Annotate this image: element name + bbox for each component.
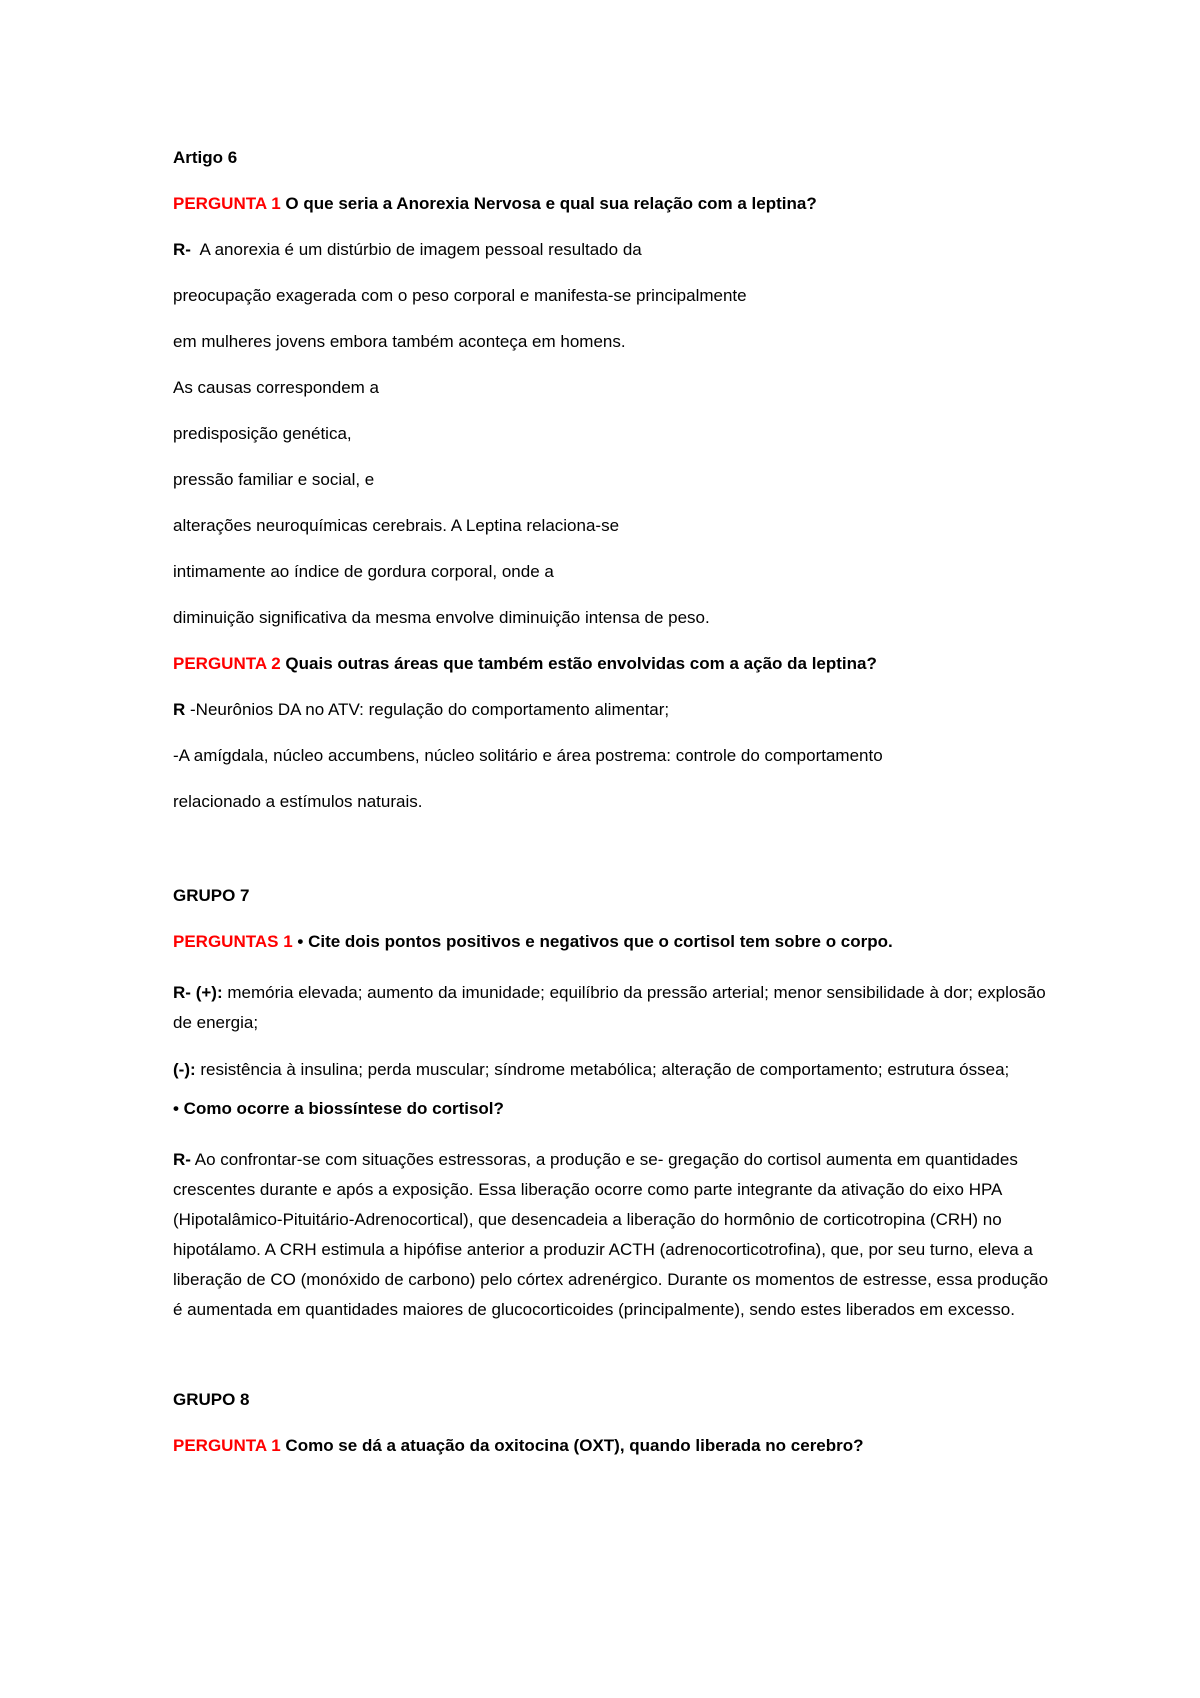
spacer — [173, 838, 1050, 886]
spacer — [173, 1342, 1050, 1390]
question-label: PERGUNTA 1 — [173, 1436, 281, 1455]
answer-positive — [173, 978, 1053, 1038]
question-label: PERGUNTAS 1 — [173, 932, 293, 951]
answer-text: A anorexia é um distúrbio de imagem pessoal resultado da — [199, 240, 642, 259]
answer-biossintese — [173, 1145, 1053, 1325]
question-2-artigo-6 — [173, 654, 1050, 674]
answer-line: diminuição significativa da mesma envolve diminuição intensa de peso. — [173, 608, 710, 627]
question-1-artigo-6 — [173, 194, 1050, 214]
question-label: PERGUNTA 2 — [173, 654, 281, 673]
question-text: Quais outras áreas que também estão envolvidas com a ação da leptina? — [285, 654, 877, 673]
answer-prefix: R- — [173, 983, 191, 1002]
answer-line: As causas correspondem a — [173, 378, 379, 397]
answer-line: -A amígdala, núcleo accumbens, núcleo solitário e área postrema: controle do comportamento — [173, 746, 883, 765]
question-text: • Cite dois pontos positivos e negativos que o cortisol tem sobre o corpo. — [297, 932, 893, 951]
section-title-grupo-7: GRUPO 7 — [173, 886, 250, 905]
negative-text: resistência à insulina; perda muscular; síndrome metabólica; alteração de comportamento; estrutura óssea; — [200, 1060, 1010, 1079]
answer-prefix: R- — [173, 240, 191, 259]
question-1-grupo-8 — [173, 1436, 1050, 1456]
answer-prefix: R- — [173, 1150, 191, 1169]
answer-line: relacionado a estímulos naturais. — [173, 792, 423, 811]
question-label: PERGUNTA 1 — [173, 194, 281, 213]
question-1-grupo-7 — [173, 932, 1050, 952]
question-text: O que seria a Anorexia Nervosa e qual sua relação com a leptina? — [285, 194, 817, 213]
answer-text: Ao confrontar-se com situações estressoras, a produção e se- gregação do cortisol aumenta em quantidades crescentes durante e após a exposição. Essa liberação ocorre como parte integrante da ativação do eixo HPA (Hipotalâmico-Pituitário-Adrenocortical), que desencadeia a liberação do hormônio de corticotropina (CRH) no hipotálamo. A CRH estimula a hipófise anterior a produzir ACTH (adrenocorticotrofina), que, por seu turno, eleva a liberação de CO (monóxido de carbono) pelo córtex adrenérgico. Durante os momentos de estresse, essa produção é aumentada em quantidades maiores de glucocorticoides (principalmente), sendo estes liberados em excesso. — [173, 1150, 1049, 1319]
answer-line: preocupação exagerada com o peso corporal e manifesta-se principalmente — [173, 286, 747, 305]
negative-label: (-): — [173, 1060, 196, 1079]
question-2-grupo-7: • Como ocorre a biossíntese do cortisol? — [173, 1099, 504, 1118]
answer-prefix: R — [173, 700, 186, 719]
section-title-artigo-6: Artigo 6 — [173, 148, 238, 167]
answer-line — [173, 700, 1050, 720]
positive-label: (+): — [195, 983, 223, 1002]
question-text: Como se dá a atuação da oxitocina (OXT), quando liberada no cerebro? — [285, 1436, 864, 1455]
section-title-grupo-8: GRUPO 8 — [173, 1390, 250, 1409]
answer-line — [173, 240, 1050, 260]
answer-line: pressão familiar e social, e — [173, 470, 375, 489]
answer-text: -Neurônios DA no ATV: regulação do comportamento alimentar; — [190, 700, 670, 719]
answer-line: intimamente ao índice de gordura corporal, onde a — [173, 562, 554, 581]
answer-negative — [173, 1055, 1053, 1085]
answer-line: em mulheres jovens embora também aconteça em homens. — [173, 332, 626, 351]
answer-line: predisposição genética, — [173, 424, 352, 443]
answer-line: alterações neuroquímicas cerebrais. A Leptina relaciona-se — [173, 516, 620, 535]
positive-text: memória elevada; aumento da imunidade; equilíbrio da pressão arterial; menor sensibilidade à dor; explosão de energia; — [173, 983, 1046, 1032]
